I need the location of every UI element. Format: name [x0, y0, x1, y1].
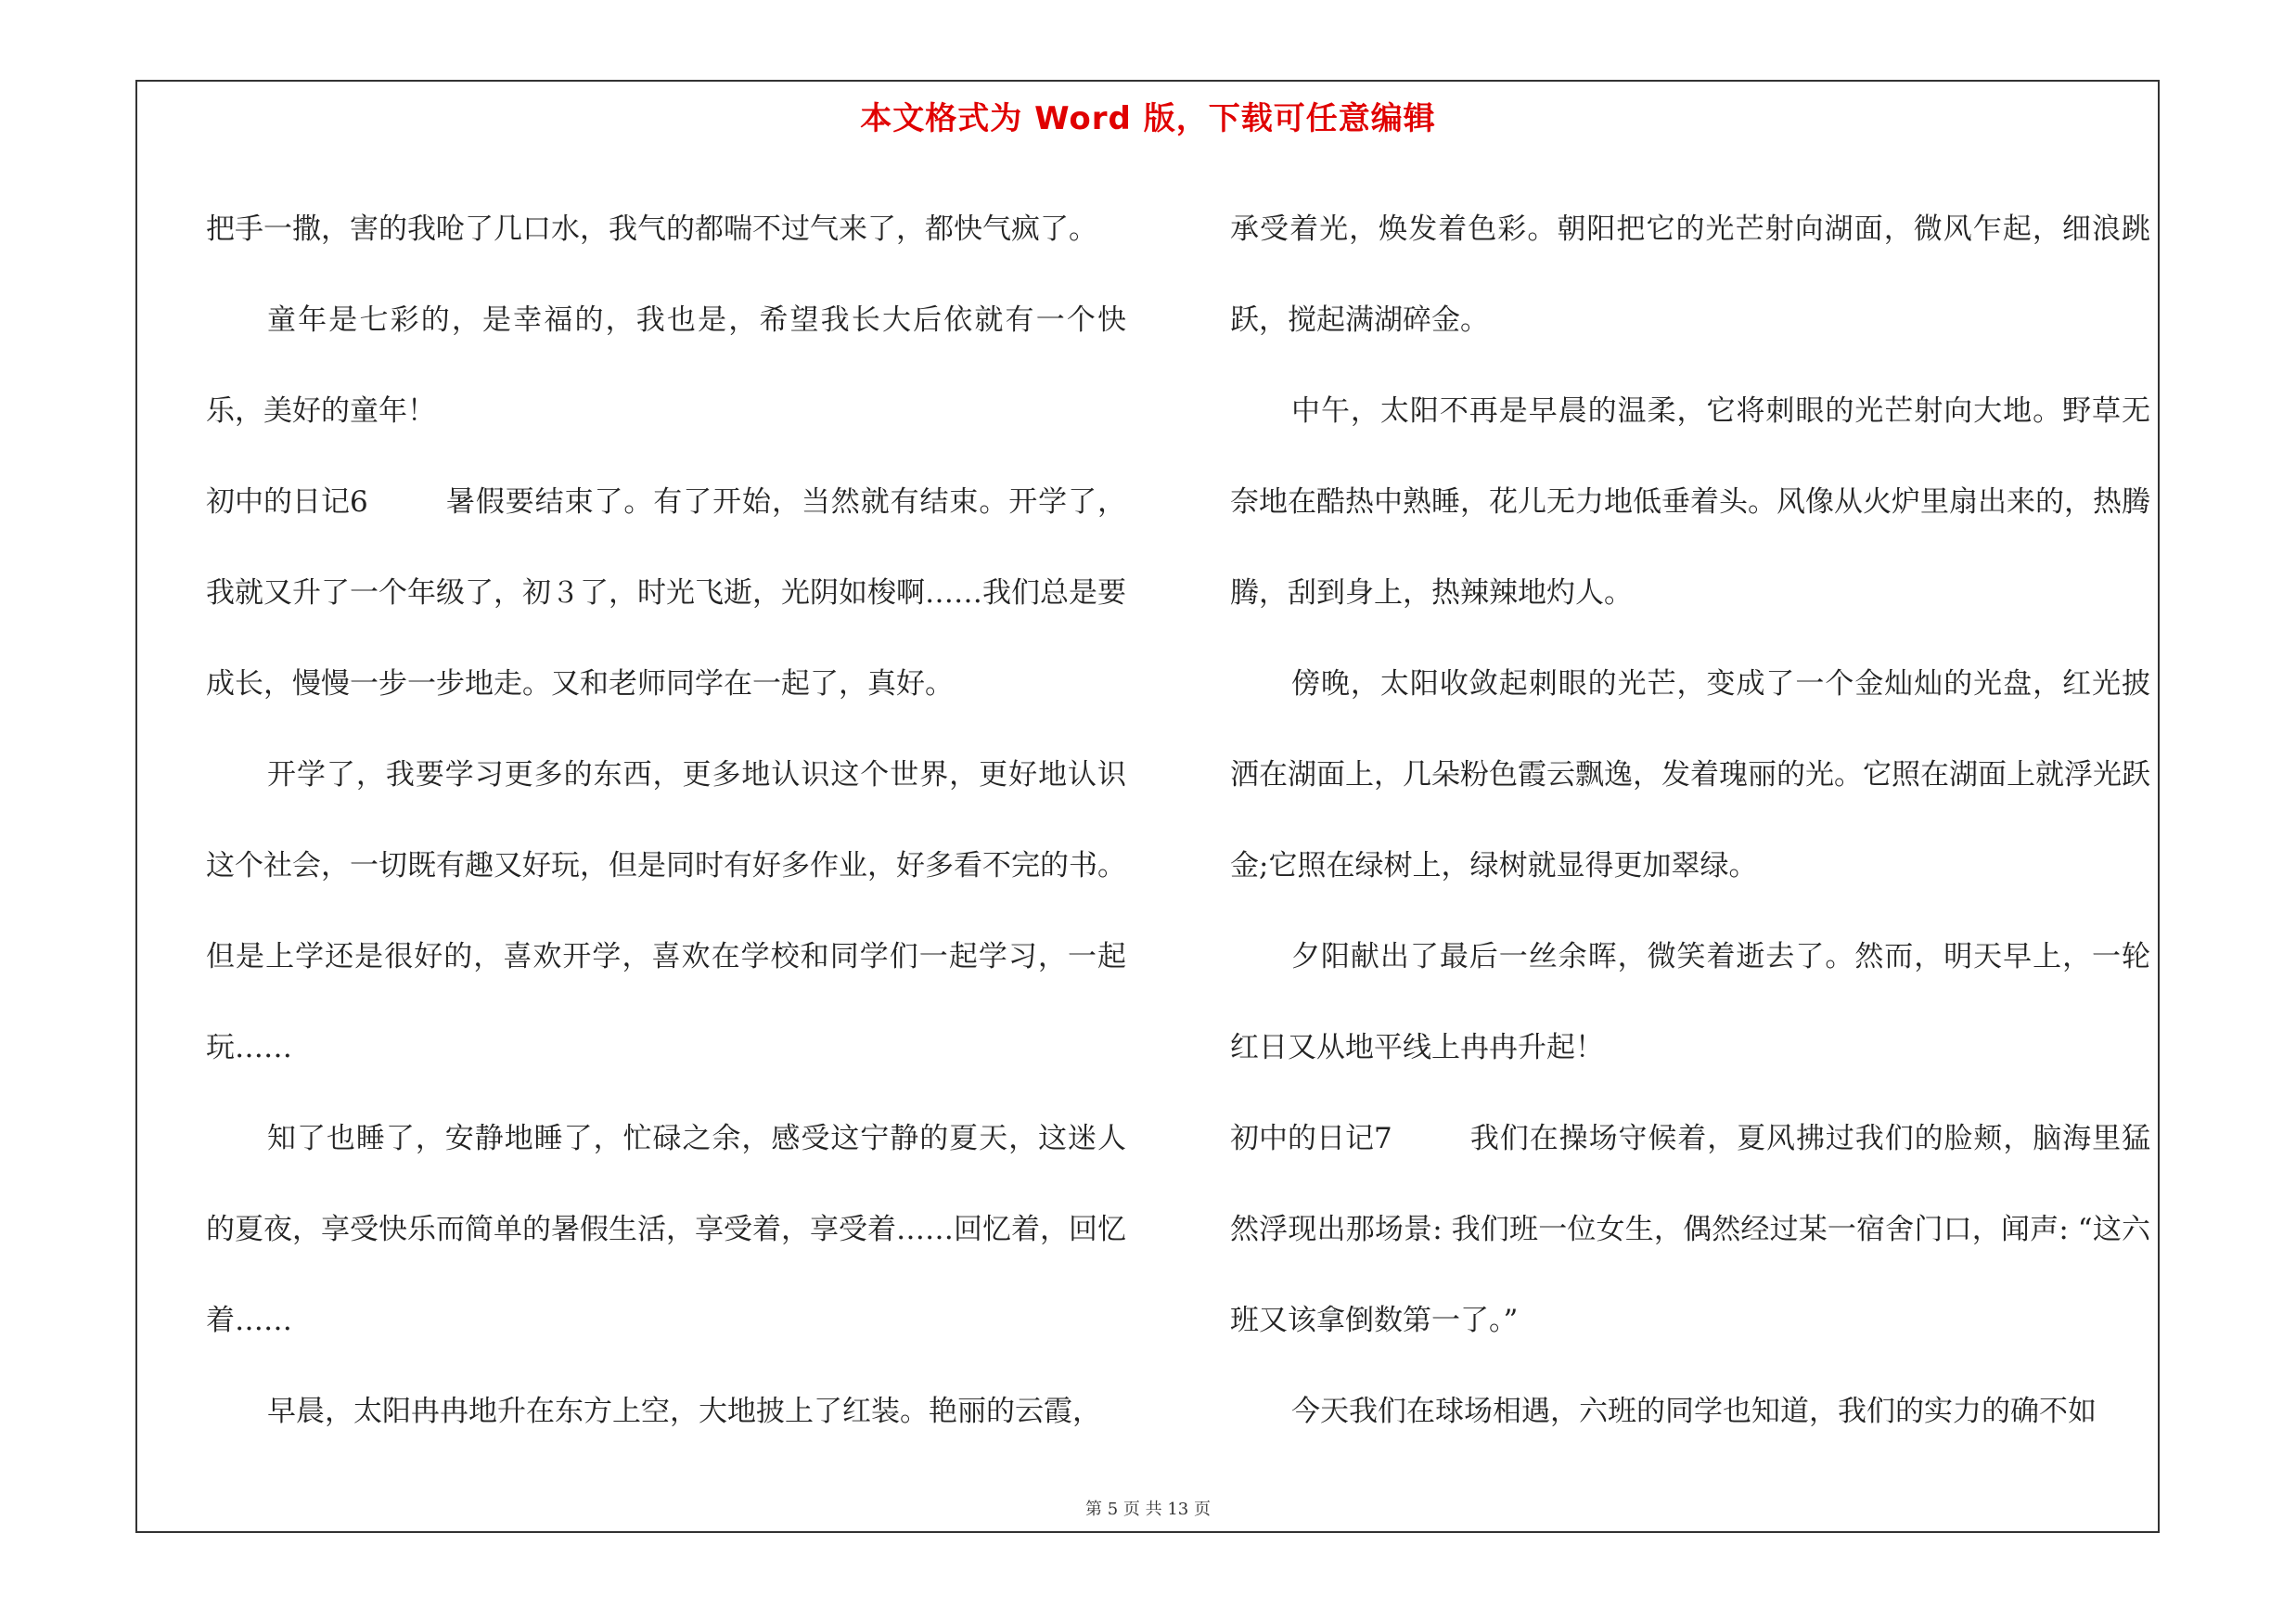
paragraph: 傍晚，太阳收敛起刺眼的光芒，变成了一个金灿灿的光盘，红光披洒在湖面上，几朵粉色霞云飘逸，发着瑰丽的光。它照在湖面上就浮光跃金;它照在绿树上，绿树就显得更加翠绿。 — [1230, 667, 2150, 882]
paragraph: 知了也睡了，安静地睡了，忙碌之余，感受这宁静的夏天，这迷人的夏夜，享受快乐而简单的暑假生活，享受着，享受着……回忆着，回忆着…… — [206, 1122, 1126, 1337]
left-column — [206, 184, 1126, 1457]
diary-title: 初中的日记6 — [206, 485, 368, 519]
diary-entry-6 — [206, 457, 1126, 729]
paragraph: 夕阳献出了最后一丝余晖，微笑着逝去了。然而，明天早上，一轮红日又从地平线上冉冉升起！ — [1230, 940, 2150, 1064]
diary-text: 暑假要结束了。有了开始，当然就有结束。开学了，我就又升了一个年级了，初３了，时光飞逝，光阴如梭啊……我们总是要成长，慢慢一步一步地走。又和老师同学在一起了，真好。 — [206, 485, 1126, 701]
paragraph: 承受着光，焕发着色彩。朝阳把它的光芒射向湖面，微风乍起，细浪跳跃，搅起满湖碎金。 — [1230, 213, 2150, 337]
paragraph: 早晨，太阳冉冉地升在东方上空，大地披上了红装。艳丽的云霞， — [267, 1395, 1101, 1428]
paragraph: 童年是七彩的，是幸福的，我也是，希望我长大后依就有一个快乐，美好的童年！ — [206, 303, 1126, 428]
paragraph: 今天我们在球场相遇，六班的同学也知道，我们的实力的确不如 — [1291, 1395, 2097, 1428]
paragraph: 把手一撒，害的我呛了几口水，我气的都喘不过气来了，都快气疯了。 — [206, 213, 1097, 246]
page-number: 第 5 页 共 13 页 — [1085, 1500, 1211, 1519]
right-column — [1230, 184, 2150, 1457]
paragraph: 中午，太阳不再是早晨的温柔，它将刺眼的光芒射向大地。野草无奈地在酷热中熟睡，花儿无力地低垂着头。风像从火炉里扇出来的，热腾腾，刮到身上，热辣辣地灼人。 — [1230, 394, 2150, 610]
diary-text: 我们在操场守候着，夏风拂过我们的脸颊，脑海里猛然浮现出那场景: 我们班一位女生，偶然经过某一宿舍门口，闻声: “这六班又该拿倒数第一了。” — [1230, 1122, 2150, 1337]
diary-entry-7 — [1230, 1093, 2150, 1366]
paragraph: 开学了，我要学习更多的东西，更多地认识这个世界，更好地认识这个社会，一切既有趣又好玩，但是同时有好多作业，好多看不完的书。但是上学还是很好的，喜欢开学，喜欢在学校和同学们一起学习，一起玩…… — [206, 758, 1126, 1064]
diary-title: 初中的日记7 — [1230, 1122, 1392, 1155]
format-notice-banner: 本文格式为 Word 版，下载可任意编辑 — [860, 100, 1436, 137]
